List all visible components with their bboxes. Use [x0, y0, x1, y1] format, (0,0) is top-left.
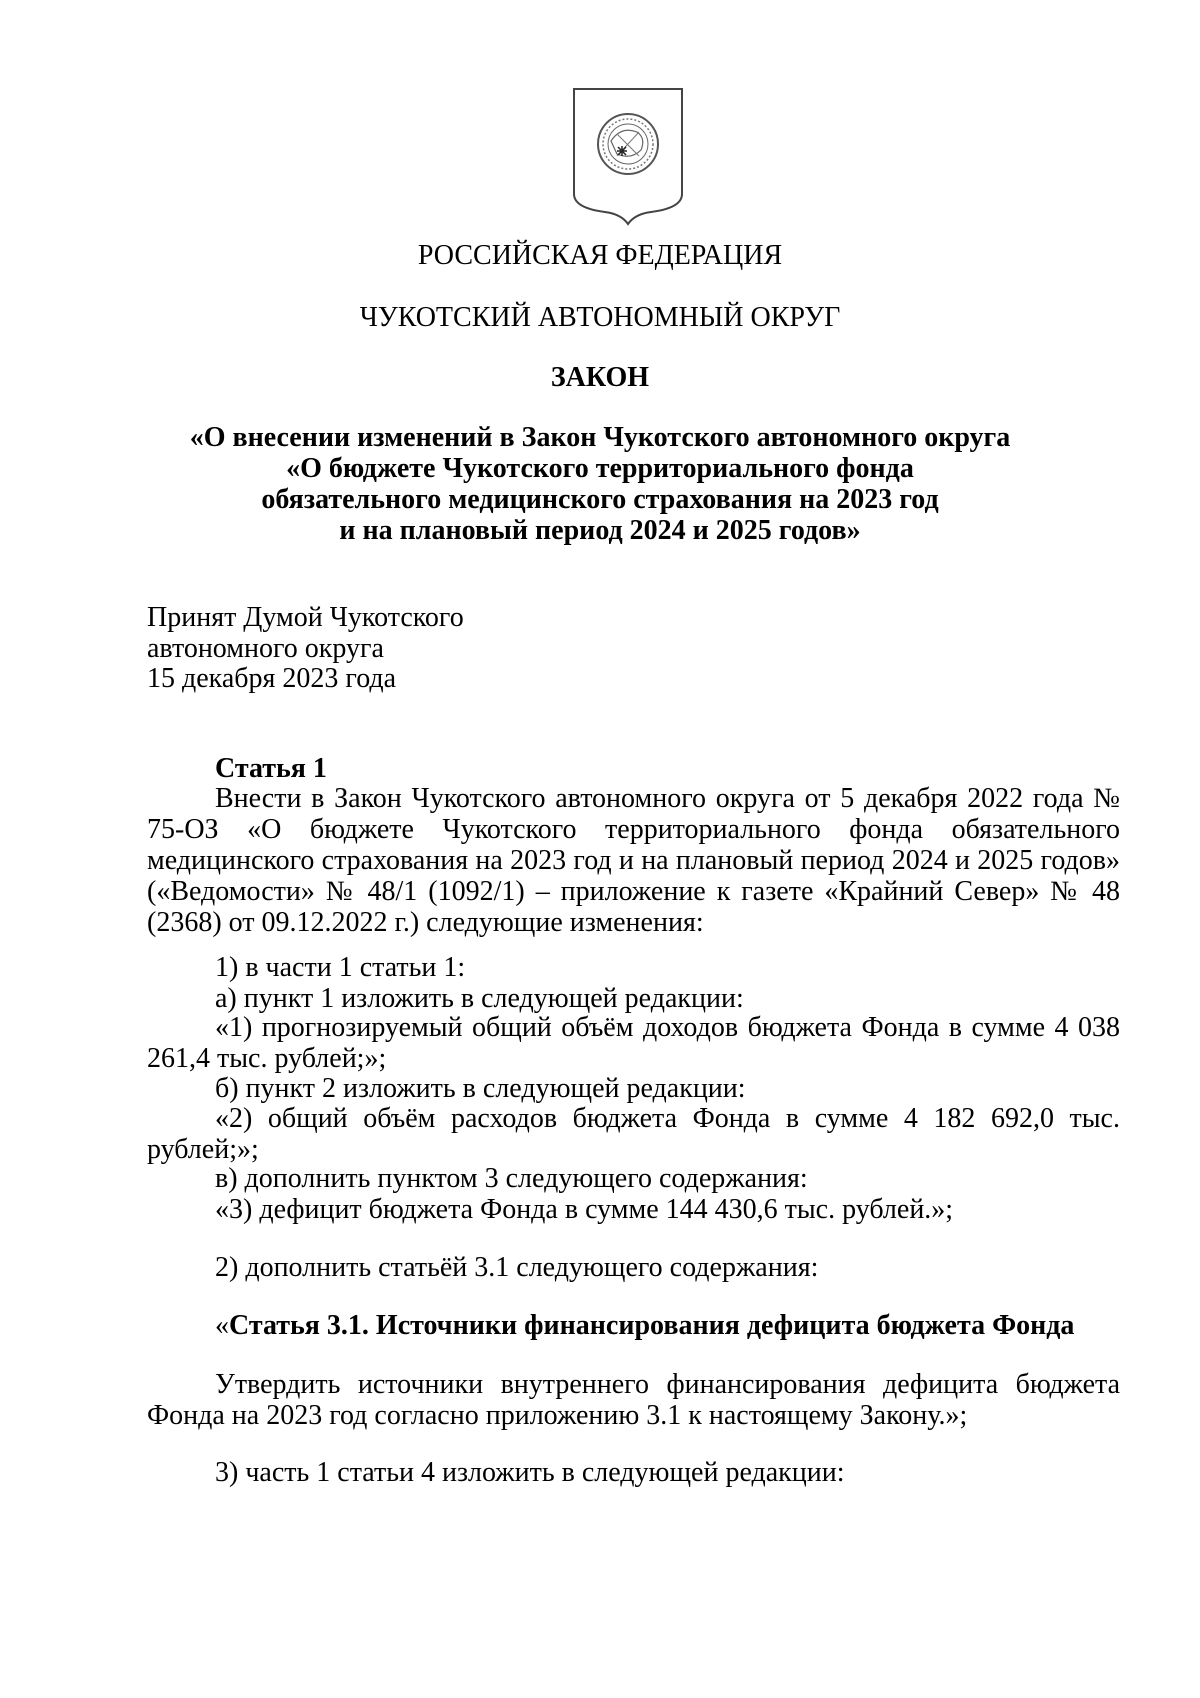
item-1a-text: «1) прогнозируемый общий объём доходов бюджета Фонда в сумме 4 038 261,4 тыс. рублей;»; — [147, 1012, 1120, 1074]
adopted-line-1: Принят Думой Чукотского — [147, 602, 464, 633]
item-1a: а) пункт 1 изложить в следующей редакции: — [215, 983, 744, 1014]
country-heading: РОССИЙСКАЯ ФЕДЕРАЦИЯ — [417, 240, 783, 271]
item-2: 2) дополнить статьёй 3.1 следующего содержания: — [215, 1252, 819, 1283]
item-1c: в) дополнить пунктом 3 следующего содержания: — [215, 1163, 808, 1194]
article-1-heading: Статья 1 — [215, 753, 327, 784]
article-3-1-heading — [215, 1309, 1074, 1342]
article-3-1-quote: « — [215, 1310, 229, 1341]
law-title-line-4: и на плановый период 2024 и 2025 годов» — [339, 515, 861, 546]
article-1-intro: Внести в Закон Чукотского автономного округа от 5 декабря 2022 года № 75-ОЗ «О бюджете Чукотского территориального фонда обязательного медицинского страхования на 2023 год и на плановый период 2024 и 2025 годов» («Ведомости» № 48/1 (1092/1) – приложение к газете «Крайний Север» № 48 (2368) от 09.12.2022 г.) следующие изменения: — [147, 783, 1120, 938]
article-3-1-text: Утвердить источники внутреннего финансирования дефицита бюджета Фонда на 2023 год согласно приложению 3.1 к настоящему Закону.»; — [147, 1369, 1120, 1431]
item-1c-text: «3) дефицит бюджета Фонда в сумме 144 430,6 тыс. рублей.»; — [215, 1194, 954, 1225]
item-3: 3) часть 1 статьи 4 изложить в следующей редакции: — [215, 1457, 845, 1488]
adopted-date: 15 декабря 2023 года — [147, 663, 397, 694]
item-1b-text: «2) общий объём расходов бюджета Фонда в сумме 4 182 692,0 тыс. рублей;»; — [147, 1103, 1120, 1165]
document-type: ЗАКОН — [550, 362, 650, 393]
region-heading: ЧУКОТСКИЙ АВТОНОМНЫЙ ОКРУГ — [359, 302, 841, 333]
law-title-line-1: «О внесении изменений в Закон Чукотского автономного округа — [189, 422, 1011, 453]
item-1: 1) в части 1 статьи 1: — [215, 952, 466, 983]
adopted-line-2: автономного округа — [147, 633, 384, 664]
law-title-line-2: «О бюджете Чукотского территориального фонда — [286, 453, 914, 484]
article-3-1-title: Статья 3.1. Источники финансирования дефицита бюджета Фонда — [229, 1310, 1075, 1341]
law-title-line-3: обязательного медицинского страхования на 2023 год — [261, 484, 939, 515]
item-1b: б) пункт 2 изложить в следующей редакции: — [215, 1073, 746, 1104]
coat-of-arms-icon — [571, 86, 685, 226]
